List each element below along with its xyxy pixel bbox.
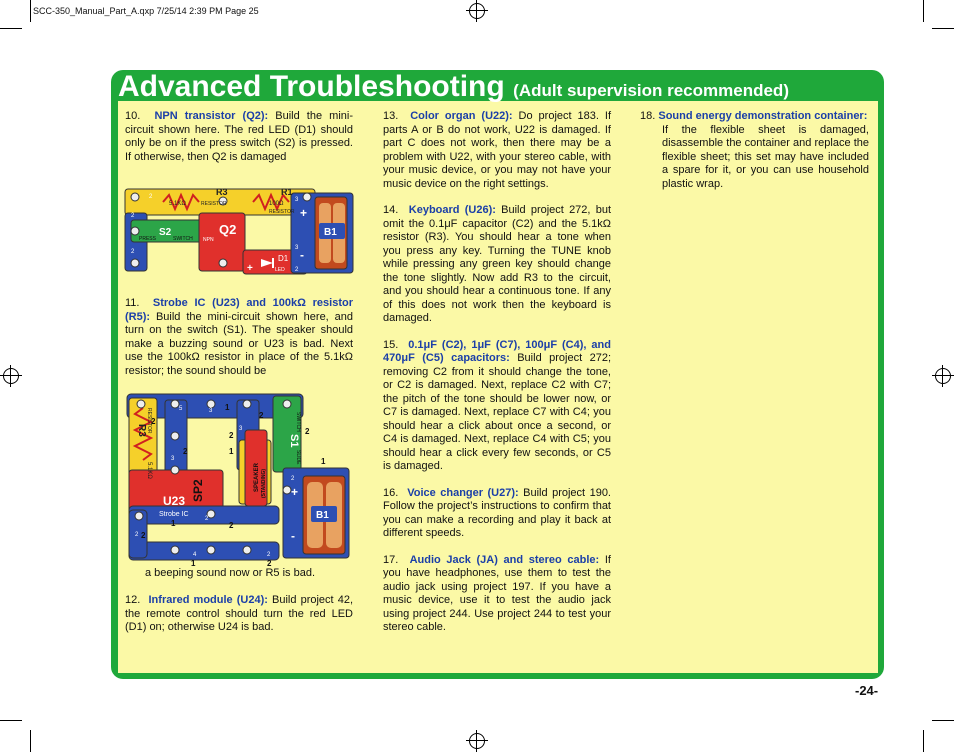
- title-main: Advanced Troubleshooting: [118, 70, 505, 103]
- list-item: 14. Keyboard (U26): Build project 272, but omit the 0.1μF capacitor (C2) and the 5.1kΩ resistor (R3). You should hear a tone when you press any key. Turning the TUNE knob while pressing any green key should change the tone slightly. Now add R3 to the circuit, and you should hear a continuous tone. If any of this does not work then the keyboard is damaged.: [383, 204, 611, 324]
- item-heading: Voice changer (U27):: [407, 486, 519, 499]
- item-heading: Infrared module (U24):: [148, 594, 268, 606]
- pin-label: 3: [239, 426, 243, 432]
- crop-mark: [0, 720, 22, 721]
- column-1: [125, 110, 353, 177]
- u23-desc: Strobe IC: [159, 511, 189, 518]
- pin-label: 2: [267, 559, 272, 568]
- registration-mark: [935, 368, 951, 384]
- page-title: [118, 70, 789, 102]
- pin-label: 1: [229, 447, 234, 456]
- pin-label: 5: [179, 406, 183, 412]
- r3-label: R3: [136, 424, 147, 437]
- q2-label: Q2: [219, 222, 237, 237]
- crop-mark: [932, 28, 954, 29]
- pin-label: 1: [321, 457, 326, 466]
- sp2-label: SP2: [191, 479, 205, 502]
- item-heading: Audio Jack (JA) and stereo cable:: [409, 553, 600, 566]
- r3-type: RESISTOR: [146, 408, 152, 434]
- pin-label: 3: [295, 197, 299, 203]
- column-1-continued: a beeping sound now or R5 is bad.: [145, 567, 316, 579]
- s2-right: SWITCH: [173, 236, 193, 242]
- pin-label: 1: [225, 403, 230, 412]
- pin-label: 2: [141, 531, 146, 540]
- pin-label: 2: [229, 521, 234, 530]
- crop-mark: [932, 720, 954, 721]
- crop-mark: [30, 0, 31, 22]
- pin-label: 2: [131, 213, 135, 219]
- list-item: 17. Audio Jack (JA) and stereo cable: If you have headphones, use them to test the audio jack using project 197. If you have a music device, use it to test the audio jack using project 244. Use project 244 to test your stereo cable.: [383, 553, 611, 633]
- item-body: If the flexible sheet is damaged, disassemble the container and replace the flexible sheet; this set may have included a spare for it, or you can use household plastic wrap.: [662, 123, 869, 190]
- crop-mark: [923, 730, 924, 752]
- pin-label: 2: [291, 476, 295, 482]
- circuit-diagram-q2: [123, 187, 355, 277]
- r3-label: R3: [216, 187, 228, 197]
- s1-label: S1: [288, 434, 300, 448]
- pin-label: 2: [229, 431, 234, 440]
- list-item: 15. 0.1μF (C2), 1μF (C7), 100μF (C4), and 470μF (C5) capacitors: Build project 272; removing C2 from it should change the tone, or C2 is damaged. Next, replace C2 with C7; the pitch of the tone should be lower now, or C7 is damaged. Next, replace C7 with C4; you should hear a click about once a second, or C4 is damaged. Next, replace C4 with C5; you should hear a click every few seconds, or C5 is damaged.: [383, 338, 611, 472]
- item-heading: Color organ (U22):: [410, 110, 513, 122]
- column-3: [640, 110, 869, 191]
- pin-label: 2: [151, 417, 156, 426]
- pin-label: 2: [135, 532, 139, 538]
- battery-plus: +: [300, 206, 308, 220]
- item-heading: Strobe IC (U23) and 100kΩ resistor (R5):: [125, 297, 353, 323]
- b1-label: B1: [316, 510, 329, 521]
- column-2: [383, 110, 611, 648]
- registration-mark: [3, 368, 19, 384]
- pin-label: 4: [193, 552, 197, 558]
- circuit-diagram-u23: [125, 390, 355, 568]
- pin-label: 2: [295, 267, 299, 273]
- speaker-mode: (STANDING): [261, 468, 267, 498]
- r3-type: RESISTOR: [201, 201, 227, 207]
- pin-label: 2: [259, 411, 264, 420]
- item-heading: NPN transistor (Q2):: [154, 110, 269, 122]
- r1-type: RESISTOR: [269, 209, 295, 215]
- pin-label: 2: [131, 249, 135, 255]
- led-label: LED: [275, 267, 285, 273]
- pin-label: 1: [171, 519, 176, 528]
- speaker-name: SPEAKER: [254, 462, 260, 492]
- pin-label: 2: [183, 447, 188, 456]
- r3-value: 5.1KΩ: [169, 201, 186, 207]
- s1-right: SWITCH: [295, 412, 301, 432]
- item-heading: Sound energy demonstration container:: [658, 110, 868, 122]
- column-1-item-11: 11. Strobe IC (U23) and 100kΩ resistor (R5): Build the mini-circuit shown here, and turn on the switch (S1). The speaker should make a buzzing sound or U23 is bad. Next use the 100kΩ resistor in place of the 5.1kΩ resistor; the sound should be: [125, 297, 353, 377]
- pin-label: 2: [305, 427, 310, 436]
- item-heading: Keyboard (U26):: [408, 204, 496, 216]
- d1-label: D1: [278, 254, 289, 263]
- s1-left: SLIDE: [295, 450, 301, 465]
- r1-value: 100Ω: [269, 201, 284, 207]
- pin-label: 1: [191, 559, 196, 568]
- registration-mark: [469, 3, 485, 19]
- crop-mark: [0, 28, 22, 29]
- pin-label: 2: [267, 552, 271, 558]
- list-item: 18. Sound energy demonstration container: If the flexible sheet is damaged, disassemble the container and replace the flexible sheet; this set may have included a spare for it, or you can use household plastic wrap.: [640, 110, 869, 190]
- list-item: 16. Voice changer (U27): Build project 190. Follow the project’s instructions to confirm that you can make a recording and play it back at different speeds.: [383, 486, 611, 539]
- list-item: 13. Color organ (U22): Do project 183. If parts A or B do not work, U22 is damaged. If part C does not work, then there may be a problem with U22, with your stereo cable, with your music device, or you may not have your music device on the right settings.: [383, 110, 611, 190]
- led-plus: +: [247, 263, 253, 274]
- pin-label: 3: [209, 408, 213, 414]
- s2-left: PRESS: [139, 236, 156, 242]
- pin-label: 3: [295, 245, 299, 251]
- u23-label: U23: [163, 494, 186, 508]
- column-1-item-12: 12. Infrared module (U24): Build project 42, the remote control should turn the red LED (D1) on; otherwise U24 is bad.: [125, 594, 353, 633]
- pin-label: 2: [205, 516, 209, 522]
- npn-label: NPN: [203, 237, 214, 243]
- b1-label: B1: [324, 227, 337, 238]
- crop-mark: [923, 0, 924, 22]
- r3-value: 5.1KΩ: [146, 462, 152, 479]
- list-item: 10. NPN transistor (Q2): Build the mini-circuit shown here. The red LED (D1) should only be on if the press switch (S2) is pressed. If otherwise, then Q2 is damaged: [125, 110, 353, 163]
- file-header: SCC-350_Manual_Part_A.qxp 7/25/14 2:39 PM Page 25: [33, 6, 259, 16]
- title-sub: (Adult supervision recommended): [513, 81, 789, 100]
- battery-plus: +: [291, 485, 299, 499]
- pin-label: 2: [149, 194, 153, 200]
- r1-label: R1: [281, 187, 293, 197]
- page-number: -24-: [855, 683, 879, 698]
- s2-label: S2: [159, 227, 172, 238]
- item-heading: 0.1μF (C2), 1μF (C7), 100μF (C4), and 470μF (C5) capacitors:: [383, 338, 611, 364]
- battery-minus: -: [300, 248, 304, 262]
- battery-minus: -: [291, 529, 295, 543]
- pin-label: 3: [171, 456, 175, 462]
- crop-mark: [30, 730, 31, 752]
- registration-mark: [469, 733, 485, 749]
